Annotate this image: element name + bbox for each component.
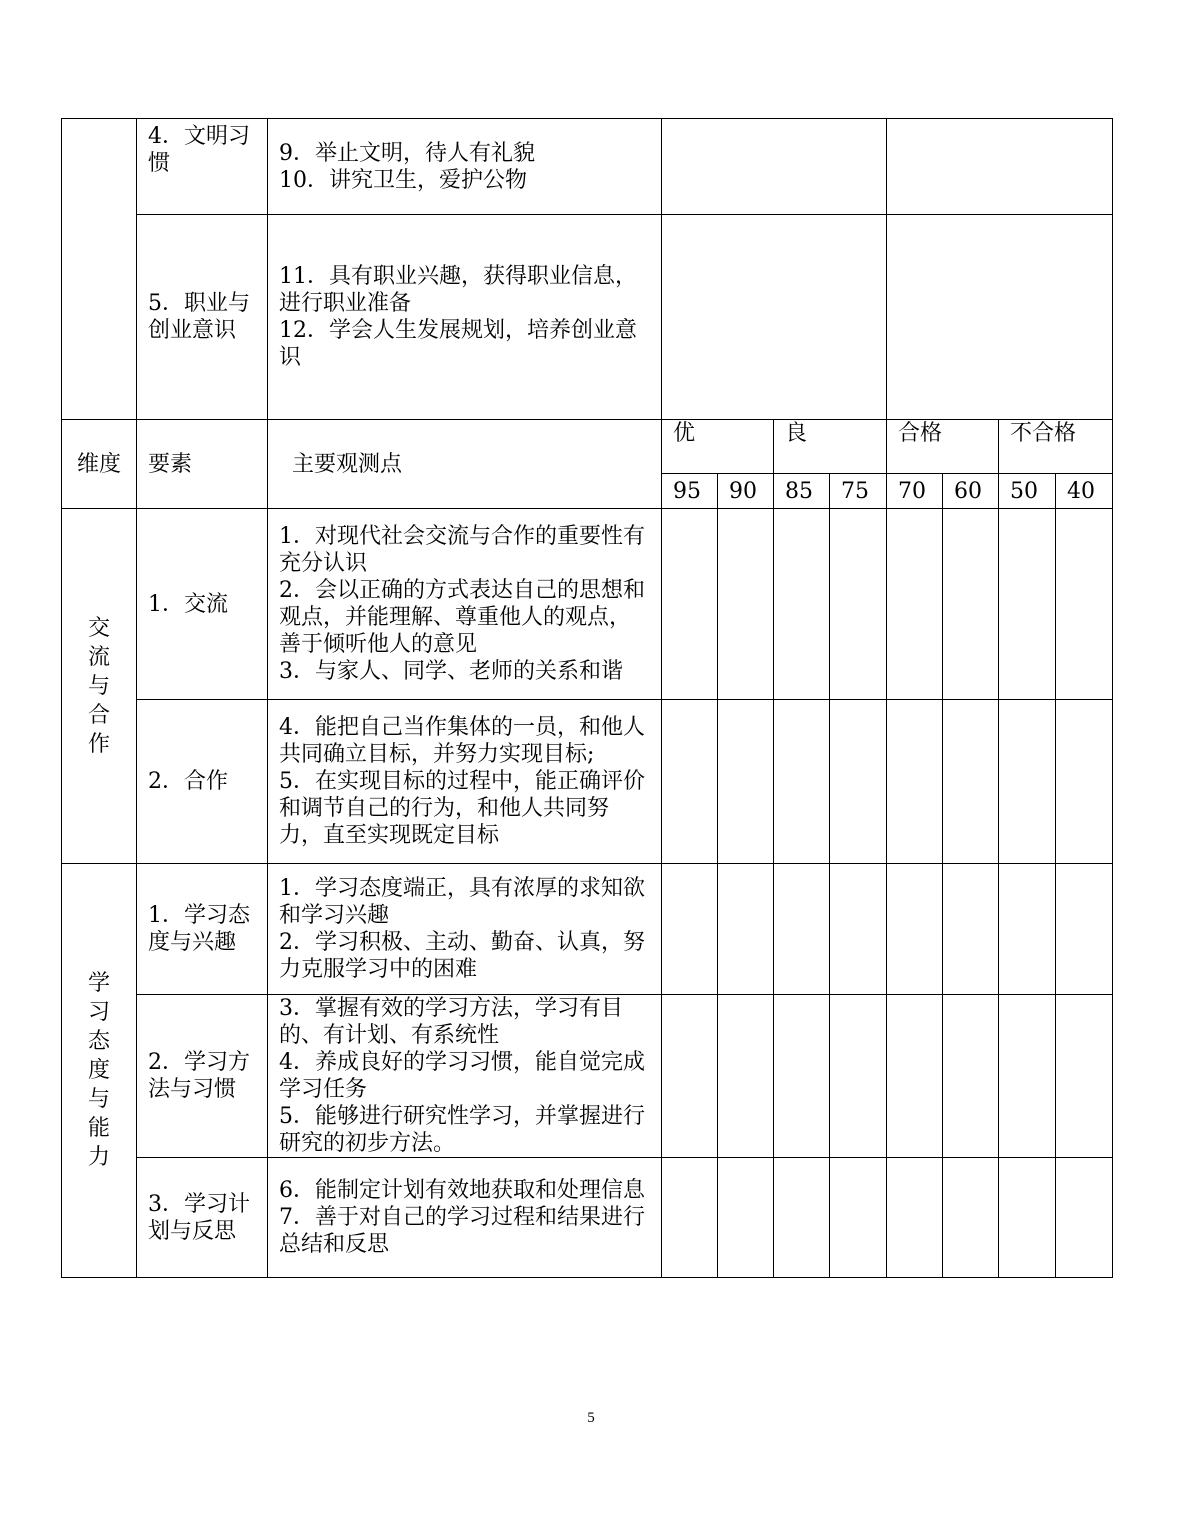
grade-fail: 不合格 [999, 420, 1113, 474]
score-input-cell [774, 995, 830, 1158]
observation-point: 6．能制定计划有效地获取和处理信息 [279, 1178, 645, 1203]
score-input-cell [999, 700, 1056, 864]
score-input-cell [718, 509, 774, 700]
table-row [62, 509, 1113, 700]
score-input-cell [830, 995, 887, 1158]
element-cell: 1．学习态度与兴趣 [137, 864, 268, 995]
observation-cell [268, 119, 662, 215]
observation-point: 3．与家人、同学、老师的关系和谐 [279, 659, 623, 684]
score-input-cell [943, 995, 999, 1158]
score-input-cell [887, 700, 943, 864]
score-input-cell [774, 509, 830, 700]
score-input-cell [830, 1158, 887, 1278]
score-input-cell [943, 700, 999, 864]
score-cell: 60 [943, 474, 999, 509]
grade-cell [887, 119, 1113, 215]
observation-cell [268, 1158, 662, 1278]
grade-good: 良 [774, 420, 887, 474]
score-input-cell [662, 700, 718, 864]
score-input-cell [943, 864, 999, 995]
observation-point: 1．学习态度端正，具有浓厚的求知欲和学习兴趣 [279, 876, 645, 928]
table-row [62, 1158, 1113, 1278]
header-row [62, 420, 1113, 474]
score-input-cell [1056, 1158, 1113, 1278]
element-cell: 2．学习方法与习惯 [137, 995, 268, 1158]
score-input-cell [774, 864, 830, 995]
score-input-cell [999, 1158, 1056, 1278]
score-input-cell [1056, 864, 1113, 995]
observation-point: 7．善于对自己的学习过程和结果进行总结和反思 [279, 1205, 645, 1257]
header-element: 要素 [137, 420, 268, 509]
element-cell: 5．职业与创业意识 [137, 215, 268, 420]
page-number: 5 [587, 1410, 595, 1426]
element-cell: 3．学习计划与反思 [137, 1158, 268, 1278]
score-cell: 40 [1056, 474, 1113, 509]
grade-cell [887, 215, 1113, 420]
element-cell: 2．合作 [137, 700, 268, 864]
score-input-cell [999, 509, 1056, 700]
dimension-cell-continued [62, 119, 137, 420]
grade-cell [662, 119, 887, 215]
score-input-cell [830, 509, 887, 700]
observation-point: 4．养成良好的学习习惯，能自觉完成学习任务 [279, 1050, 645, 1102]
grade-pass: 合格 [887, 420, 999, 474]
dimension-cell [62, 864, 137, 1278]
score-cell: 70 [887, 474, 943, 509]
observation-point: 1．对现代社会交流与合作的重要性有充分认识 [279, 524, 645, 576]
dimension-label: 交流与合作 [87, 615, 110, 757]
score-input-cell [999, 864, 1056, 995]
observation-point: 12．学会人生发展规划，培养创业意识 [279, 318, 637, 370]
table-row [62, 995, 1113, 1158]
score-input-cell [887, 509, 943, 700]
observation-point: 2．学习积极、主动、勤奋、认真，努力克服学习中的困难 [279, 930, 645, 982]
score-input-cell [718, 995, 774, 1158]
score-input-cell [1056, 509, 1113, 700]
observation-cell [268, 215, 662, 420]
score-input-cell [830, 700, 887, 864]
score-cell: 50 [999, 474, 1056, 509]
element-cell: 4．文明习惯 [137, 119, 268, 215]
evaluation-table [61, 118, 1113, 1278]
observation-cell [268, 995, 662, 1158]
score-input-cell [718, 864, 774, 995]
score-cell: 95 [662, 474, 718, 509]
observation-cell [268, 700, 662, 864]
table-row [62, 700, 1113, 864]
grade-cell [662, 215, 887, 420]
score-input-cell [830, 864, 887, 995]
table-row [62, 119, 1113, 215]
observation-point: 10．讲究卫生，爱护公物 [279, 167, 527, 193]
score-input-cell [662, 995, 718, 1158]
score-cell: 85 [774, 474, 830, 509]
table-row [62, 215, 1113, 420]
score-input-cell [774, 700, 830, 864]
observation-point: 2．会以正确的方式表达自己的思想和观点，并能理解、尊重他人的观点，善于倾听他人的意见 [279, 578, 645, 657]
score-input-cell [774, 1158, 830, 1278]
score-input-cell [1056, 700, 1113, 864]
score-input-cell [662, 1158, 718, 1278]
observation-point: 3．掌握有效的学习方法，学习有目的、有计划、有系统性 [279, 996, 623, 1048]
score-cell: 90 [718, 474, 774, 509]
header-observation: 主要观测点 [268, 420, 662, 509]
score-input-cell [887, 1158, 943, 1278]
observation-point: 4．能把自己当作集体的一员，和他人共同确立目标，并努力实现目标; [279, 715, 645, 767]
header-dimension: 维度 [62, 420, 137, 509]
score-input-cell [943, 509, 999, 700]
dimension-cell [62, 509, 137, 864]
table-row [62, 864, 1113, 995]
observation-point: 11．具有职业兴趣，获得职业信息，进行职业准备 [279, 264, 637, 316]
observation-point: 5．在实现目标的过程中，能正确评价和调节自己的行为，和他人共同努力，直至实现既定目标 [279, 769, 645, 848]
observation-cell [268, 509, 662, 700]
dimension-label: 学习态度与能力 [87, 971, 110, 1170]
score-input-cell [887, 995, 943, 1158]
score-input-cell [662, 509, 718, 700]
observation-cell [268, 864, 662, 995]
score-input-cell [718, 700, 774, 864]
score-input-cell [943, 1158, 999, 1278]
observation-point: 5．能够进行研究性学习，并掌握进行研究的初步方法。 [279, 1104, 645, 1156]
score-input-cell [718, 1158, 774, 1278]
grade-excellent: 优 [662, 420, 774, 474]
score-cell: 75 [830, 474, 887, 509]
element-cell: 1．交流 [137, 509, 268, 700]
score-input-cell [1056, 995, 1113, 1158]
score-input-cell [999, 995, 1056, 1158]
score-input-cell [662, 864, 718, 995]
observation-point: 9．举止文明，待人有礼貌 [279, 140, 535, 166]
score-input-cell [887, 864, 943, 995]
